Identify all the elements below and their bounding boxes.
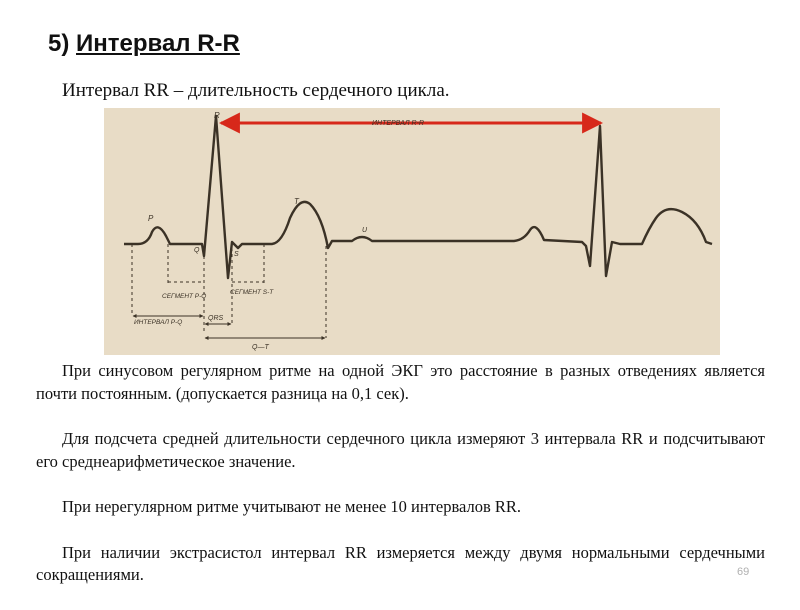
ecg-figure bbox=[104, 108, 720, 355]
label-rr-interval: ИНТЕРВАЛ R-R bbox=[372, 120, 424, 127]
label-u: U bbox=[362, 227, 368, 234]
slide-subtitle: Интервал RR – длительность сердечного цикла. bbox=[62, 80, 450, 101]
label-qrs: QRS bbox=[208, 315, 224, 322]
label-q: Q bbox=[194, 247, 200, 254]
heading-number: 5) bbox=[48, 30, 70, 57]
page-number: 69 bbox=[737, 566, 750, 578]
label-segment-st: СЕГМЕНТ S-T bbox=[230, 289, 274, 296]
label-interval-pq: ИНТЕРВАЛ P-Q bbox=[134, 319, 183, 326]
ecg-diagram bbox=[104, 108, 720, 355]
label-s: S bbox=[234, 251, 239, 258]
paragraph-4: При наличии экстрасистол интервал RR измеряется между двумя нормальными сердечными сокращениями. bbox=[36, 542, 765, 584]
label-t: T bbox=[294, 197, 299, 206]
slide-heading bbox=[48, 30, 240, 58]
label-r: R bbox=[214, 111, 220, 120]
paper-background bbox=[104, 108, 720, 355]
label-qt: Q—T bbox=[252, 344, 269, 351]
paragraph-3: При нерегулярном ритме учитывают не менее 10 интервалов RR. bbox=[62, 497, 522, 516]
paragraph-2: Для подсчета средней длительности сердечного цикла измеряют 3 интервала RR и подсчитывают его среднеарифметическое значение. bbox=[36, 429, 765, 471]
body-text bbox=[36, 360, 765, 610]
label-p: P bbox=[148, 214, 154, 223]
paragraph-1: При синусовом регулярном ритме на одной ЭКГ это расстояние в разных отведениях является почти постоянным. (допускается разница на 0,1 сек). bbox=[36, 361, 765, 403]
heading-title: Интервал R-R bbox=[76, 30, 240, 57]
label-segment-pq: СЕГМЕНТ P-Q bbox=[162, 293, 207, 300]
